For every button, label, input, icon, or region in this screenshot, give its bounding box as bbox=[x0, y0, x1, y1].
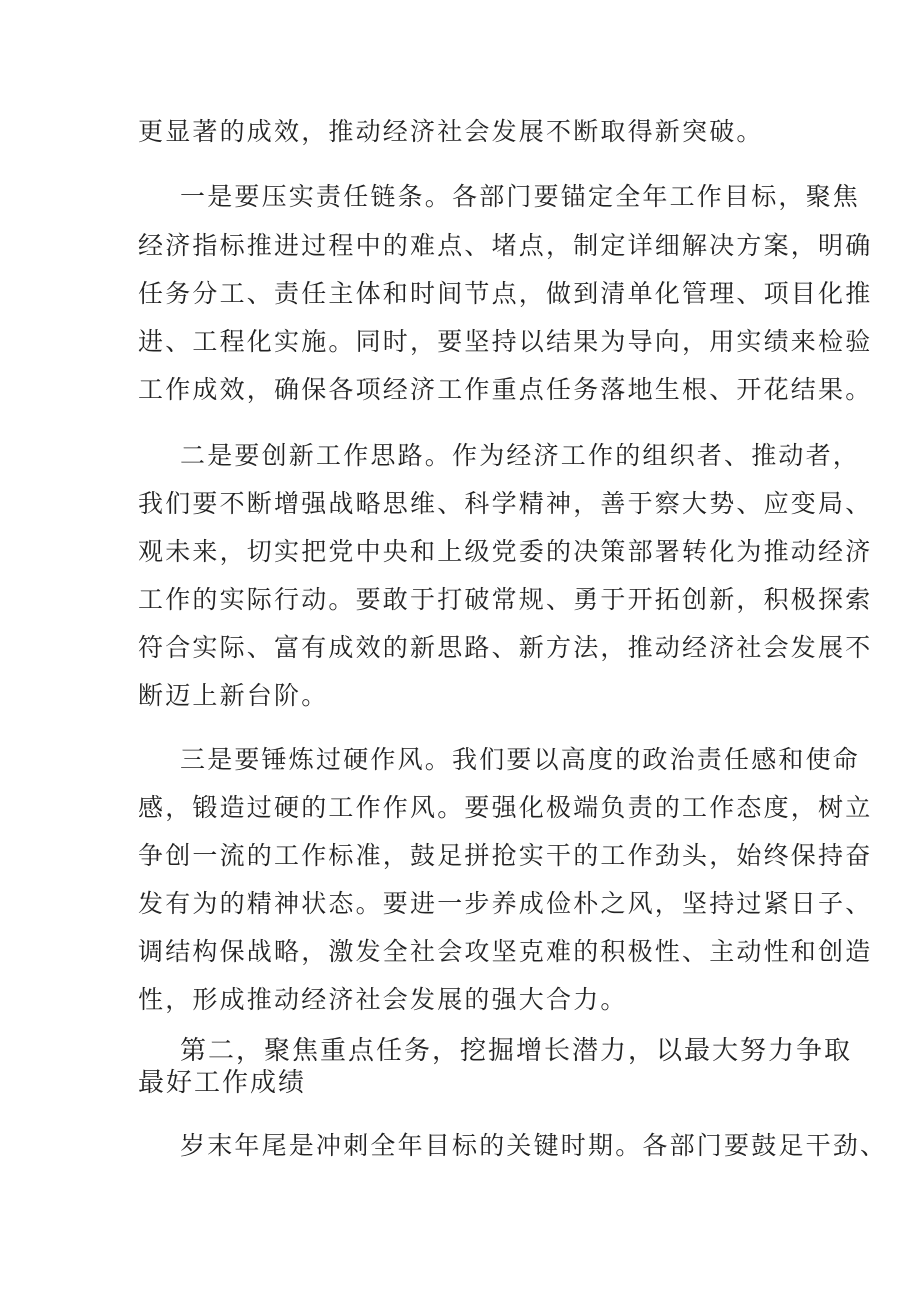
paragraph-line: 发有为的精神状态。要进一步养成俭朴之风，坚持过紧日子、 bbox=[138, 889, 873, 918]
section-heading-line: 第二，聚焦重点任务，挖掘增长潜力，以最大努力争取 bbox=[180, 1036, 853, 1066]
paragraph-line: 观未来，切实把党中央和上级党委的决策部署转化为推动经济 bbox=[138, 537, 873, 566]
paragraph-line: 一是要压实责任链条。各部门要锚定全年工作目标，聚焦 bbox=[180, 182, 861, 211]
paragraph-line: 三是要锤炼过硬作风。我们要以高度的政治责任感和使命 bbox=[180, 745, 861, 774]
paragraph-line: 工作的实际行动。要敢于打破常规、勇于开拓创新，积极探索 bbox=[138, 585, 873, 614]
paragraph-line: 感，锻造过硬的工作作风。要强化极端负责的工作态度，树立 bbox=[138, 793, 873, 822]
paragraph-line: 符合实际、富有成效的新思路、新方法，推动经济社会发展不 bbox=[138, 633, 873, 662]
paragraph-line: 任务分工、责任主体和时间节点，做到清单化管理、项目化推 bbox=[138, 279, 873, 308]
paragraph-line: 二是要创新工作思路。作为经济工作的组织者、推动者， bbox=[180, 441, 861, 470]
paragraph-line: 性，形成推动经济社会发展的强大合力。 bbox=[138, 985, 628, 1014]
paragraph-line: 我们要不断增强战略思维、科学精神，善于察大势、应变局、 bbox=[138, 489, 873, 518]
paragraph-line: 进、工程化实施。同时，要坚持以结果为导向，用实绩来检验 bbox=[138, 327, 873, 356]
paragraph-line: 争创一流的工作标准，鼓足拼抢实干的工作劲头，始终保持奋 bbox=[138, 841, 873, 870]
paragraph-line: 岁末年尾是冲刺全年目标的关键时期。各部门要鼓足干劲、 bbox=[180, 1131, 888, 1160]
paragraph-line: 调结构保战略，激发全社会攻坚克难的积极性、主动性和创造 bbox=[138, 937, 873, 966]
paragraph-line: 断迈上新台阶。 bbox=[138, 681, 329, 710]
paragraph-line: 经济指标推进过程中的难点、堵点，制定详细解决方案，明确 bbox=[138, 231, 873, 260]
paragraph-line: 更显著的成效，推动经济社会发展不断取得新突破。 bbox=[138, 117, 764, 146]
section-heading-line: 最好工作成绩 bbox=[138, 1068, 307, 1098]
paragraph-line: 工作成效，确保各项经济工作重点任务落地生根、开花结果。 bbox=[138, 375, 873, 404]
